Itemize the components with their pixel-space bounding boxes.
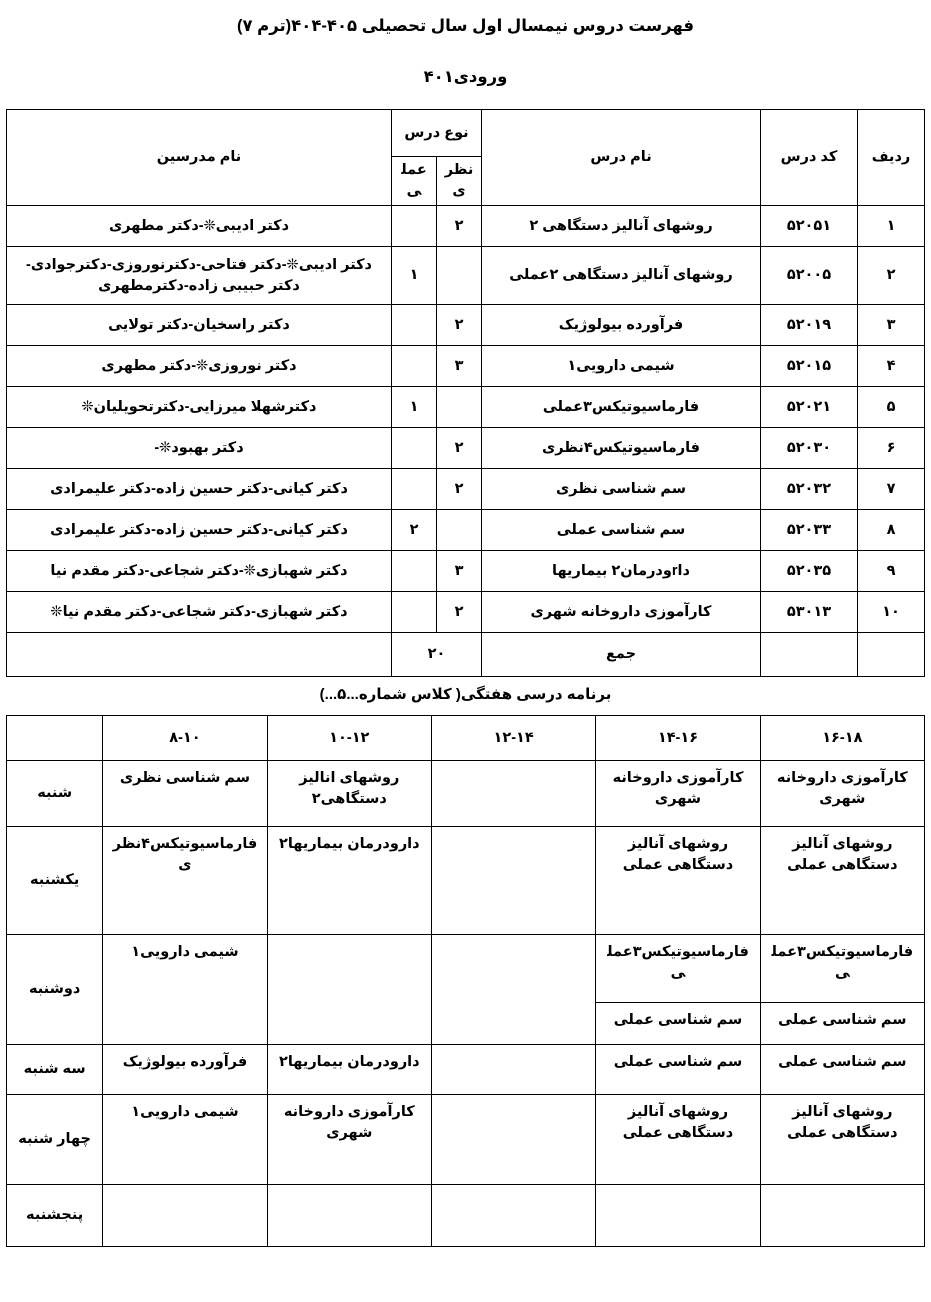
weekly-row-thursday [7,1185,925,1247]
cell-day-sunday: یکشنبه [7,827,103,935]
cell-theory-units: ۳ [437,551,482,592]
cell-course-name: داrودرمان۲ بیماریها [482,551,761,592]
cell-course-code: ۵۲۰۰۵ [761,247,858,305]
cell-theory-units [437,510,482,551]
cell-course-code: ۵۲۰۱۵ [761,346,858,387]
cell-mon-10-12 [267,935,431,1045]
cell-sum-code-blank [761,633,858,677]
cell-wed-8-10: شیمی دارویی۱ [103,1095,267,1185]
cell-day-saturday: شنبه [7,761,103,827]
header-slot-10-12: ۱۰-۱۲ [267,716,431,761]
cell-sum-total: ۲۰ [392,633,482,677]
table-row [7,551,925,592]
cell-sum-teachers-blank [7,633,392,677]
cell-mon-8-10: شیمی دارویی۱ [103,935,267,1045]
cell-mon-12-14 [431,935,595,1045]
cell-radif: ۹ [858,551,925,592]
cell-course-name: فارماسیوتیکس۴نظری [482,428,761,469]
table-row [7,469,925,510]
table-row [7,305,925,346]
cell-mon-16-18-top: فارماسیوتیکس۳عملی [760,935,924,1003]
cell-sat-10-12: روشهای انالیز دستگاهی۲ [267,761,431,827]
cell-sat-16-18: کارآموزی داروخانه شهری [760,761,924,827]
cell-radif: ۱ [858,206,925,247]
cell-sun-14-16: روشهای آنالیز دستگاهی عملی [596,827,760,935]
header-type-practical: عملی [392,157,437,206]
cell-day-wednesday: چهار شنبه [7,1095,103,1185]
cell-mon-14-16-bottom: سم شناسی عملی [596,1003,760,1045]
cell-mon-16-18-bottom: سم شناسی عملی [760,1003,924,1045]
cell-course-name: کارآموزی داروخانه شهری [482,592,761,633]
table-sum-row [7,633,925,677]
cell-tue-10-12: دارودرمان بیماریها۲ [267,1045,431,1095]
cell-radif: ۸ [858,510,925,551]
cell-wed-12-14 [431,1095,595,1185]
cell-course-code: ۵۲۰۳۲ [761,469,858,510]
table-header-row-group [7,110,925,157]
header-slot-12-14: ۱۲-۱۴ [431,716,595,761]
cell-practical-units [392,551,437,592]
table-row [7,346,925,387]
table-row [7,387,925,428]
weekly-schedule-table [6,715,925,1247]
cell-practical-units: ۱ [392,247,437,305]
weekly-row-sunday [7,827,925,935]
cell-theory-units [437,247,482,305]
header-radif: ردیف [858,110,925,206]
cell-course-name: فرآورده بیولوژیک [482,305,761,346]
cell-thu-14-16 [596,1185,760,1247]
cell-teachers: دکتر راسخیان-دکتر تولایی [7,305,392,346]
cell-theory-units: ۲ [437,428,482,469]
cell-tue-8-10: فرآورده بیولوژیک [103,1045,267,1095]
cell-sat-8-10: سم شناسی نظری [103,761,267,827]
cell-teachers: دکتر کیانی-دکتر حسین زاده-دکتر علیمرادی [7,469,392,510]
cell-radif: ۲ [858,247,925,305]
cell-course-name: روشهای آنالیز دستگاهی ۲ [482,206,761,247]
cell-practical-units [392,469,437,510]
header-slot-16-18: ۱۶-۱۸ [760,716,924,761]
cell-theory-units: ۲ [437,206,482,247]
cell-theory-units: ۲ [437,305,482,346]
header-course-type: نوع درس [392,110,482,157]
cell-sum-radif-blank [858,633,925,677]
cell-sat-12-14 [431,761,595,827]
cell-day-monday: دوشنبه [7,935,103,1045]
weekly-row-monday-part1 [7,935,925,1003]
cell-tue-12-14 [431,1045,595,1095]
header-slot-14-16: ۱۴-۱۶ [596,716,760,761]
cell-course-code: ۵۲۰۱۹ [761,305,858,346]
cell-day-thursday: پنجشنبه [7,1185,103,1247]
courses-table-head [7,110,925,206]
cell-sun-16-18: روشهای آنالیز دستگاهی عملی [760,827,924,935]
cell-teachers: دکتر نوروزی❊-دکتر مطهری [7,346,392,387]
cell-practical-units: ۲ [392,510,437,551]
cell-tue-14-16: سم شناسی عملی [596,1045,760,1095]
cell-teachers: دکترشهلا میرزایی-دکترتحویلیان❊ [7,387,392,428]
weekly-row-wednesday [7,1095,925,1185]
cell-course-name: روشهای آنالیز دستگاهی ۲عملی [482,247,761,305]
cell-practical-units: ۱ [392,387,437,428]
cell-practical-units [392,305,437,346]
header-teachers: نام مدرسین [7,110,392,206]
cell-course-name: سم شناسی عملی [482,510,761,551]
table-row [7,592,925,633]
document-page [0,16,931,1302]
courses-table [6,109,925,677]
cell-course-code: ۵۲۰۳۳ [761,510,858,551]
courses-table-body [7,206,925,677]
cell-course-name: شیمی دارویی۱ [482,346,761,387]
cell-sun-12-14 [431,827,595,935]
cell-practical-units [392,428,437,469]
cell-thu-16-18 [760,1185,924,1247]
table-row [7,428,925,469]
cell-wed-10-12: کارآموزی داروخانه شهری [267,1095,431,1185]
cell-thu-10-12 [267,1185,431,1247]
cell-sum-label: جمع [482,633,761,677]
header-slot-8-10: ۸-۱۰ [103,716,267,761]
cell-theory-units: ۲ [437,469,482,510]
cell-thu-8-10 [103,1185,267,1247]
cell-thu-12-14 [431,1185,595,1247]
cell-theory-units [437,387,482,428]
weekly-row-tuesday [7,1045,925,1095]
cell-wed-14-16: روشهای آنالیز دستگاهی عملی [596,1095,760,1185]
cell-course-name: سم شناسی نظری [482,469,761,510]
header-day-corner [7,716,103,761]
cell-teachers: دکتر شهبازی❊-دکتر شجاعی-دکتر مقدم نیا [7,551,392,592]
cell-theory-units: ۲ [437,592,482,633]
cell-course-code: ۵۳۰۱۳ [761,592,858,633]
table-row [7,510,925,551]
weekly-table-head [7,716,925,761]
cell-sun-8-10: فارماسیوتیکس۴نظری [103,827,267,935]
cell-wed-16-18: روشهای آنالیز دستگاهی عملی [760,1095,924,1185]
cell-practical-units [392,346,437,387]
weekly-row-saturday [7,761,925,827]
header-course-name: نام درس [482,110,761,206]
cell-teachers: دکتر کیانی-دکتر حسین زاده-دکتر علیمرادی [7,510,392,551]
cell-practical-units [392,206,437,247]
cell-course-code: ۵۲۰۲۱ [761,387,858,428]
header-type-theory: نظری [437,157,482,206]
cell-sat-14-16: کارآموزی داروخانه شهری [596,761,760,827]
page-subtitle: ورودی۴۰۱ [423,68,508,87]
weekly-table-body [7,761,925,1247]
cell-radif: ۷ [858,469,925,510]
table-row [7,247,925,305]
cell-course-code: ۵۲۰۳۵ [761,551,858,592]
page-title: فهرست دروس نیمسال اول سال تحصیلی ۴۰۵-۴۰۴(ترم ۷) [236,17,695,35]
header-course-code: کد درس [761,110,858,206]
cell-practical-units [392,592,437,633]
cell-teachers: دکتر شهبازی-دکتر شجاعی-دکتر مقدم نیا❊ [7,592,392,633]
cell-radif: ۴ [858,346,925,387]
cell-course-code: ۵۲۰۵۱ [761,206,858,247]
cell-radif: ۶ [858,428,925,469]
weekly-header-row [7,716,925,761]
cell-mon-14-16-top: فارماسیوتیکس۳عملی [596,935,760,1003]
cell-theory-units: ۳ [437,346,482,387]
cell-teachers: دکتر بهبود❊- [7,428,392,469]
cell-teachers: دکتر ادیبی❊-دکتر مطهری [7,206,392,247]
cell-radif: ۵ [858,387,925,428]
table-row [7,206,925,247]
cell-sun-10-12: دارودرمان بیماریها۲ [267,827,431,935]
cell-tue-16-18: سم شناسی عملی [760,1045,924,1095]
cell-day-tuesday: سه شنبه [7,1045,103,1095]
cell-teachers: دکتر ادیبی❊-دکتر فتاحی-دکترنوروزی-دکترجوادی-دکتر حبیبی زاده-دکترمطهری [7,247,392,305]
cell-course-name: فارماسیوتیکس۳عملی [482,387,761,428]
cell-course-code: ۵۲۰۳۰ [761,428,858,469]
cell-radif: ۳ [858,305,925,346]
weekly-schedule-caption: برنامه درسی هفتگی( کلاس شماره...۵...) [319,686,612,704]
cell-radif: ۱۰ [858,592,925,633]
